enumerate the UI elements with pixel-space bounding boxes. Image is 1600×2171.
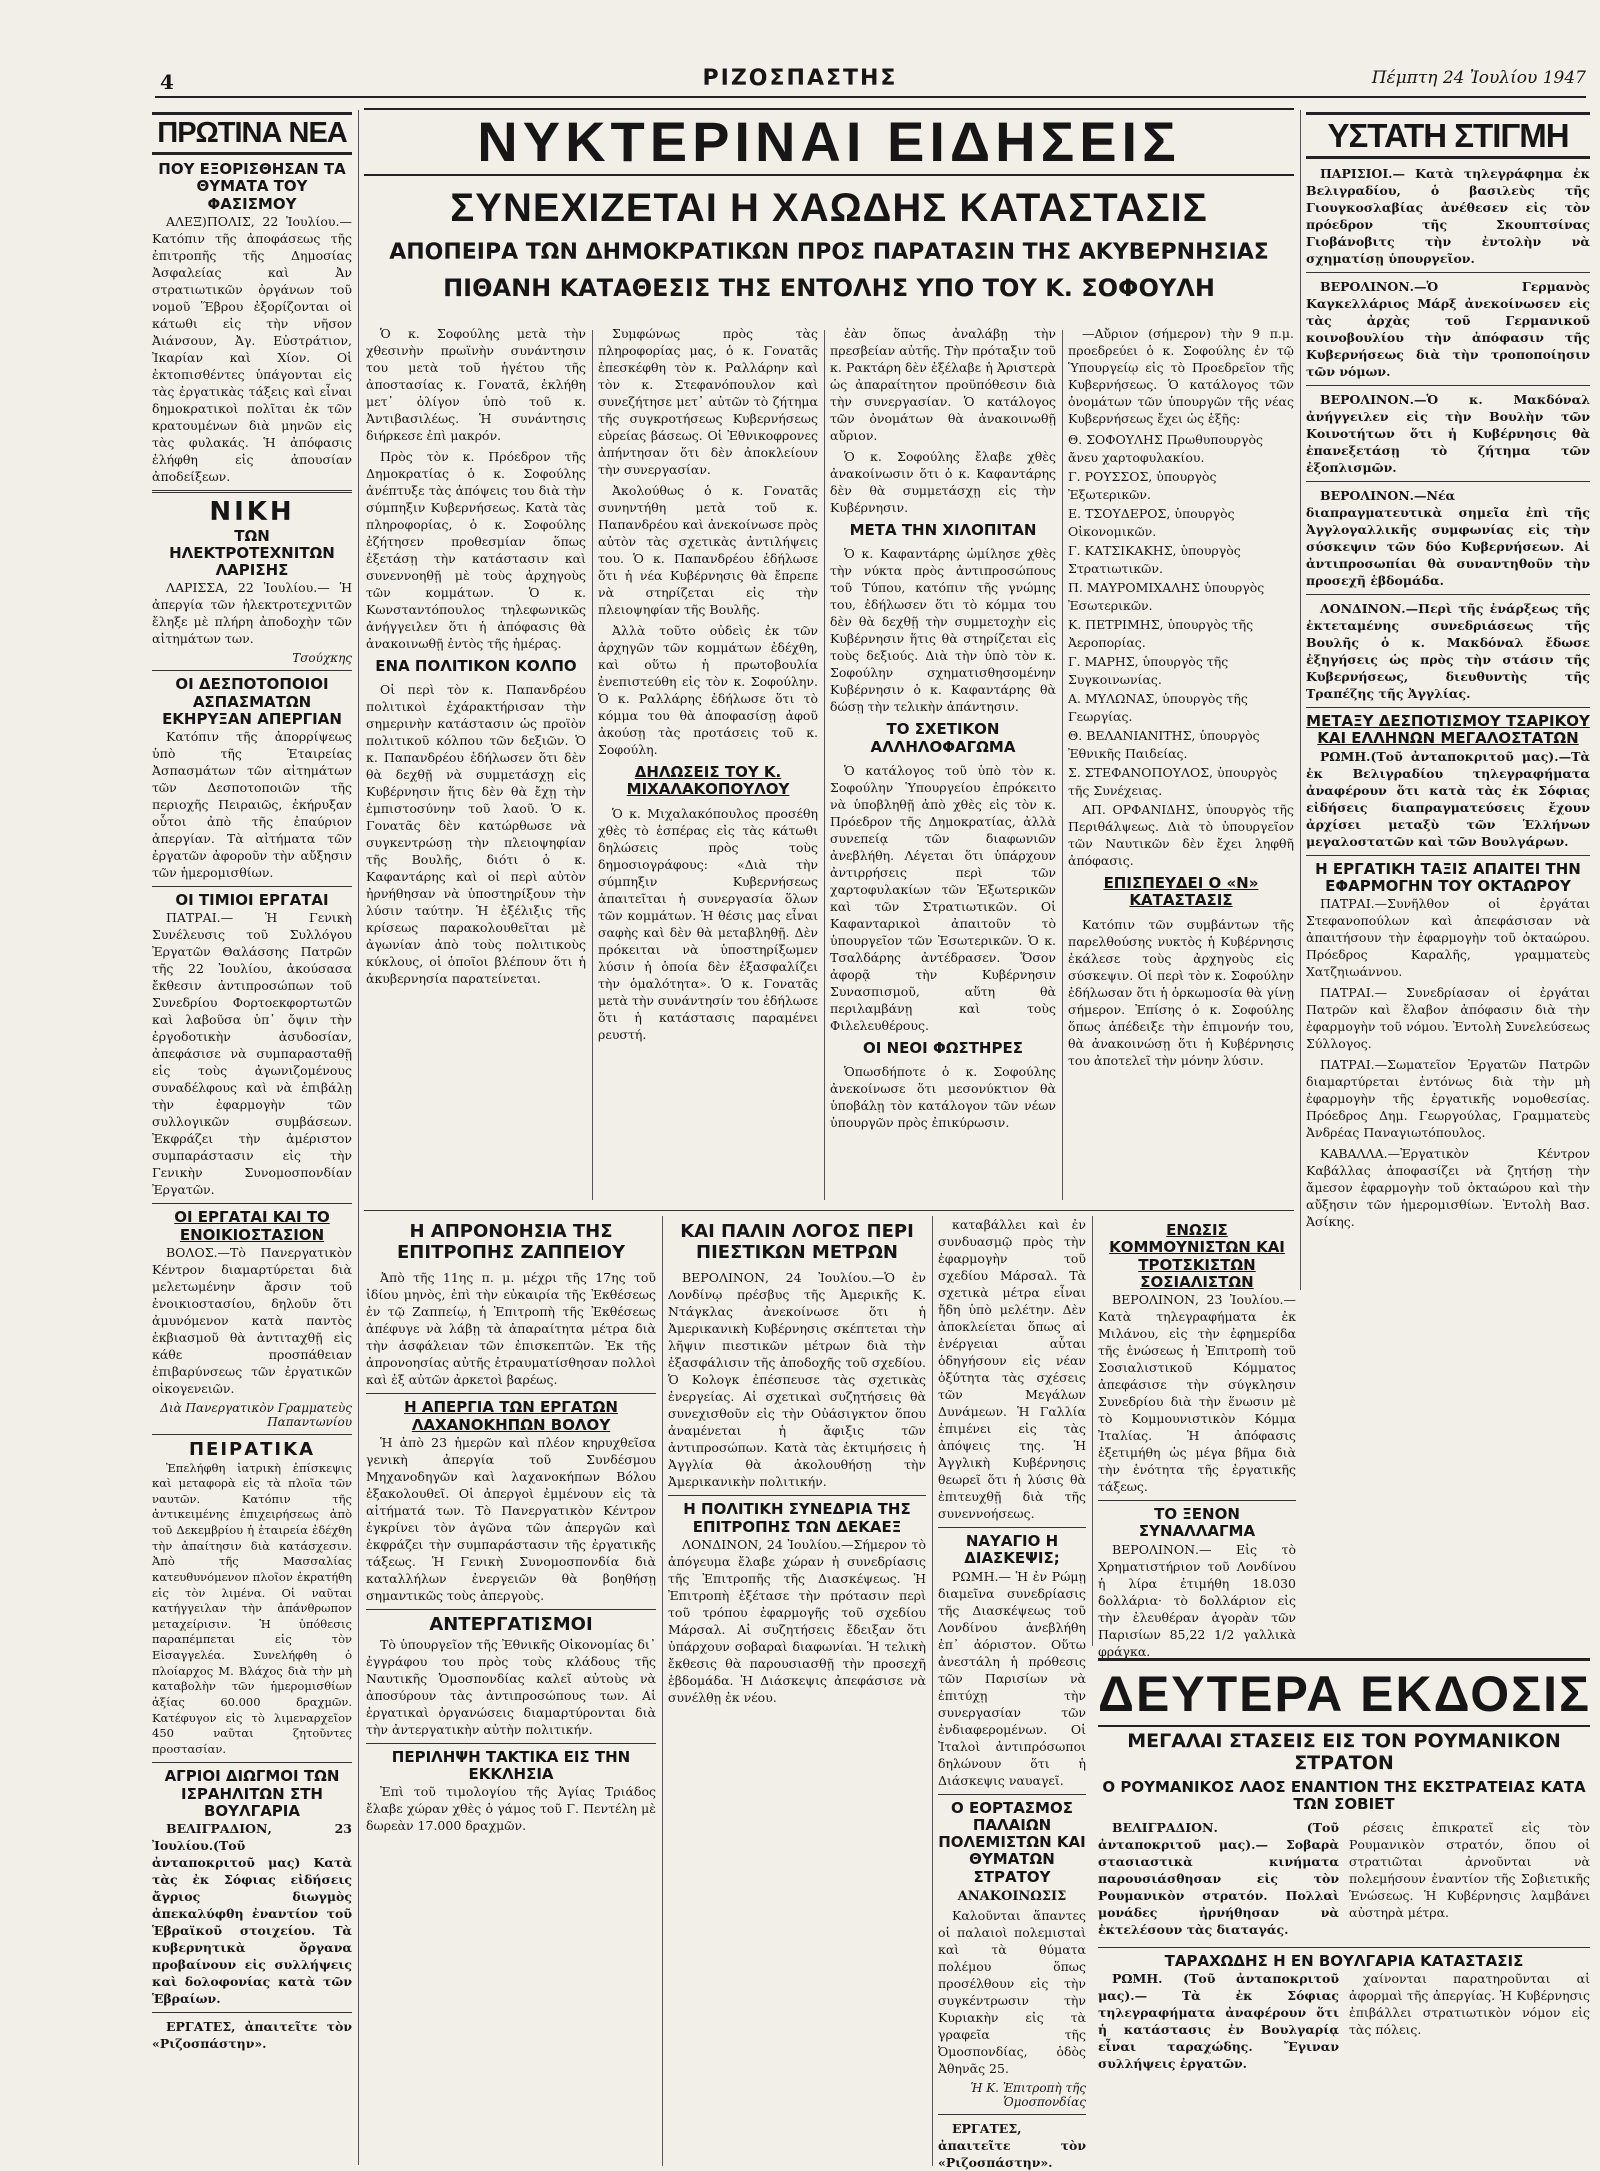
- divider: [152, 490, 352, 493]
- article-text: Ὁ κ. Σοφούλης ἔλαβε χθὲς ἀνακοίνωσιν ὅτι ὁ κ. Καφαντάρης δὲν θὰ συμμετάσχῃ εἰς τὴν Κυβέρνησιν.: [830, 449, 1056, 515]
- divider: [152, 1762, 352, 1763]
- article-headline: ΠΕΙΡΑΤΙΚΑ: [188, 1438, 316, 1460]
- article-headline: ΑΓΡΙΟΙ ΔΙΩΓΜΟΙ ΤΩΝ ΙΣΡΑΗΛΙΤΩΝ ΣΤΗ ΒΟΥΛΓΑΡΙΑ: [164, 1767, 340, 1820]
- article-text: Ὁ κ. Σοφούλης μετὰ τὴν χθεσινὴν πρωϊνὴν συνάντησιν του μετὰ τοῦ ἡγέτου τῆς ἀποστασίας κ. Γονατᾶ, ἐκλήθη μετ᾽ ὀλίγον ὑπὸ τοῦ κ. Ἀντιβασιλέως. Ἡ συνάντησις διήρκεσε ἐπὶ μακρόν.: [366, 326, 586, 443]
- article-text: Ἡ ἀπὸ 23 ἡμερῶν καὶ πλέον κηρυχθεῖσα γενικὴ ἀπεργία τοῦ Συνδέσμου Μηχανοδηγῶν καὶ λαχανοκήπων Βόλου ἐξακολουθεῖ. Οἱ ἀπεργοὶ ἐμμένουν εἰς τὰ αἰτήματά των. Τὸ Πανεργατικὸν Κέντρον ἐγκρίνει τὸν ἀγῶνα τῶν ἀπεργῶν καὶ ἐκφράζει τὴν συμπαράστασιν τῆς ἐργατικῆς τάξεως. Ἡ Γενικὴ Συνομοσπονδία διὰ καταλλήλων ἐνεργειῶν θὰ βοηθήσῃ σημαντικῶς τοὺς ἀπεργοὺς.: [366, 1434, 656, 1603]
- section-title: ΠΡΩΤΙΝΑ ΝΕΑ: [152, 112, 352, 155]
- minister-list-item: Θ. ΒΕΛΑΝΙΑΝΙΤΗΣ, ὑπουργὸς Ἐθνικῆς Παιδείας.: [1068, 728, 1260, 761]
- article-subheadline: ΤΩΝ ΗΛΕΚΤΡΟΤΕΧΝΙΤΩΝ ΛΑΡΙΣΗΣ: [169, 526, 335, 580]
- article-text: ΒΕΡΟΛΙΝΟΝ.—Νέα διαπραγματευτικὰ σημεῖα ἐπὶ τῆς Ἀγγλογαλλικῆς συμφωνίας εἰς τὴν σύσκεψιν τῶν δύο Κυβερνήσεων. Αἱ ἀντιπροσωπίαι θὰ συναντηθοῦν τὴν προσεχῆ ἑβδομάδα.: [1306, 488, 1590, 588]
- divider: [1306, 272, 1590, 273]
- divider: [938, 1794, 1086, 1795]
- divider: [668, 1495, 926, 1496]
- article-text: ἐὰν ὅπως ἀναλάβῃ τὴν πρεσβείαν αὐτῆς. Τὴν πρόταξιν τοῦ κ. Ρακτάρη δὲν ἐξέλαβε ἡ Ἀριστερὰ ὡς ἀπαραίτητον προϋπόθεσιν διὰ τὴν συνεργασίαν. Ὁ κατάλογος τῶν ὀνομάτων θὰ ἀνακοινωθῇ αὔριον.: [830, 326, 1056, 443]
- article-headline: ΚΑΙ ΠΑΛΙΝ ΛΟΓΟΣ ΠΕΡΙ ΠΙΕΣΤΙΚΩΝ ΜΕΤΡΩΝ: [680, 1221, 914, 1263]
- column-divider: [592, 330, 593, 1200]
- column-divider: [1062, 330, 1063, 1200]
- article-headline: ΤΟ ΣΧΕΤΙΚΟΝ ΑΛΛΗΛΟΦΑΓΩΜΑ: [870, 720, 1016, 756]
- right-column: [1306, 112, 1590, 1292]
- article-text: ΛΟΝΔΙΝΟΝ, 24 Ἰουλίου.—Σήμερον τὸ ἀπόγευμα ἔλαβε χώραν ἡ συνεδρίασις τῆς Ἐπιτροπῆς τῆς Διασκέψεως. Ἡ Ἐπιτροπὴ ἐξέτασε τὴν πρότασιν περὶ τοῦ τρόπου ἐφαρμογῆς τοῦ σχεδίου Μάρσαλ. Αἱ συζητήσεις ἔδειξαν ὅτι ὑπάρχουν σοβαραὶ διαφωνίαι. Ἡ τελικὴ ἔκθεσις θὰ παρουσιασθῇ τὴν προσεχῆ ἑβδομάδα. Ἡ Διάσκεψις ἀπεφάσισε νὰ συνέλθῃ ἐκ νέου.: [668, 1536, 926, 1705]
- article-headline: ΠΟΥ ΕΞΟΡΙΣΘΗΣΑΝ ΤΑ ΘΥΜΑΤΑ ΤΟΥ ΦΑΣΙΣΜΟΥ: [158, 160, 346, 213]
- article-headline: Η ΕΡΓΑΤΙΚΗ ΤΑΞΙΣ ΑΠΑΙΤΕΙ ΤΗΝ ΕΦΑΡΜΟΓΗΝ ΤΟΥ ΟΚΤΑΩΡΟΥ: [1315, 859, 1581, 895]
- left-column: [152, 112, 352, 2167]
- article-text: ΒΕΡΟΛΙΝΟΝ.—Ὁ κ. Μακδόναλ ἀνήγγειλεν εἰς τὴν Βουλὴν τῶν Κοινοτήτων ὅτι ἡ Κυβέρνησις θὰ ἐπανεξετάσῃ τὸ ζήτημα τῶν ἐξοπλισμῶν.: [1306, 392, 1590, 475]
- masthead: ΡΙΖΟΣΠΑΣΤΗΣ: [702, 66, 898, 91]
- minister-list-item: Α. ΜΥΛΩΝΑΣ, ὑπουργὸς τῆς Γεωργίας.: [1068, 691, 1248, 724]
- article-text: Συμφώνως πρὸς τὰς πληροφορίας μας, ὁ κ. Γονατᾶς ἐπεσκέφθη τὸν κ. Ραλλάρην καὶ τὸν κ. Στεφανόπουλον καὶ συνεζήτησε μετ᾽ αὐτῶν τὸ ζήτημα τῆς συγκροτήσεως Κυβερνήσεως εὐρείας βάσεως. Οἱ Ἐθνικοφρονες ἀπήντησαν ὅτι δὲν ἀποκλείουν τὴν συνεργασίαν.: [598, 326, 818, 477]
- column-divider: [1300, 110, 1301, 1290]
- second-edition-title: ΔΕΥΤΕΡΑ ΕΚΔΟΣΙΣ: [1098, 1666, 1592, 1722]
- article-text: ΛΑΡΙΣΣΑ, 22 Ἰουλίου.— Ἡ ἀπεργία τῶν ἠλεκτροτεχνιτῶν ἔληξε μὲ πλήρη ἀποδοχὴν τῶν αἰτημάτων των.: [152, 580, 352, 647]
- article-text: Ἐπελήφθη ἰατρικὴ ἐπίσκεψις καὶ μεταφορὰ εἰς τὰ πλοῖα τῶν ναυτῶν. Κατόπιν τῆς ἀντικειμένης ἐπιχειρήσεως ἀπὸ τοῦ Δεκεμβρίου ἡ ἑταιρεία ἐδέχθη τὴν ἀπαίτησιν διὰ κατάσχεσιν. Ἀπὸ τῆς Μασσαλίας κατευθυνόμενον πλοῖον ἐκρατήθη εἰς τὸν λιμένα. Οἱ ναῦται κατήγγειλαν τὴν ἀπάνθρωπον μεταχείρισιν. Ἡ ὑπόθεσις παραπέμπεται εἰς τὸν Εἰσαγγελέα. Συνελήφθη ὁ πλοίαρχος Μ. Βλάχος διὰ τὴν μὴ καταβολὴν τῶν ἡμερομισθίων ἀξίας 60.000 δραχμῶν. Κατέφυγον εἰς τὸ λιμεναρχεῖον 450 ναῦται ζητοῦντες προστασίαν.: [152, 1460, 352, 1756]
- article-text: —Αὔριον (σήμερον) τὴν 9 π.μ. προεδρεύει ὁ κ. Σοφούλης ἐν τῷ Ὑπουργείῳ εἰς τὸ Προεδρεῖον τῆς Κυβερνήσεως. Ὁ κατάλογος τῶν ὀνομάτων τῶν ὑπουργῶν τῆς νέας Κυβερνήσεως ἔχει ὡς ἑξῆς:: [1068, 326, 1294, 426]
- divider: [938, 1527, 1086, 1528]
- header-rule: [155, 96, 1586, 98]
- minister-list-item: Γ. ΜΑΡΗΣ, ὑπουργὸς τῆς Συγκοινωνίας.: [1068, 654, 1229, 687]
- footer-note: ΕΡΓΑΤΕΣ, ἀπαιτεῖτε τὸν «Ριζοσπάστην».: [152, 2019, 352, 2052]
- article-headline: Η ΠΟΛΙΤΙΚΗ ΣΥΝΕΔΡΙΑ ΤΗΣ ΕΠΙΤΡΟΠΗΣ ΤΩΝ ΔΕΚΑΕΞ: [683, 1500, 911, 1536]
- lower-column-2: [668, 1216, 926, 2166]
- main-column-3: [830, 325, 1056, 1205]
- main-headline: ΣΥΝΕΧΙΖΕΤΑΙ Η ΧΑΩΔΗΣ ΚΑΤΑΣΤΑΣΙΣ: [450, 186, 1208, 230]
- article-headline: ΑΝΤΕΡΓΑΤΙΣΜΟΙ: [429, 1613, 593, 1635]
- article-headline: ΝΑΥΑΓΙΟ Η ΔΙΑΣΚΕΨΙΣ;: [964, 1532, 1060, 1568]
- main-subheadline: ΑΠΟΠΕΙΡΑ ΤΩΝ ΔΗΜΟΚΡΑΤΙΚΩΝ ΠΡΟΣ ΠΑΡΑΤΑΣΙΝ ΤΗΣ ΑΚΥΒΕΡΝΗΣΙΑΣ: [389, 240, 1269, 265]
- divider: [152, 670, 352, 671]
- divider: [1306, 385, 1590, 386]
- article-headline: ΟΙ ΝΕΟΙ ΦΩΣΤΗΡΕΣ: [863, 1038, 1023, 1057]
- main-column-2: [598, 325, 818, 1205]
- article-headline: ΕΝΩΣΙΣ ΚΟΜΜΟΥΝΙΣΤΩΝ ΚΑΙ ΤΡΟΤΣΚΙΣΤΩΝ ΣΟΣΙΑΛΙΣΤΩΝ: [1109, 1221, 1285, 1291]
- divider: [152, 2012, 352, 2013]
- article-text: Κατόπιν τῆς ἀπορρίψεως ὑπὸ τῆς Ἑταιρείας Ἀσπασμάτων τῶν αἰτημάτων τῶν Δεσποτοποιῶν τῆς περιοχῆς Πειραιῶς, ἐκήρυξαν οὗτοι ἀπὸ τῆς ἐπαύριον ἀπεργίαν. Τὰ αἰτήματα τῶν ἐργατῶν ἀφοροῦν τὴν αὔξησιν τῶν ἡμερομισθίων.: [152, 729, 352, 881]
- article-text: ΒΟΛΟΣ.—Τὸ Πανεργατικὸν Κέντρον διαμαρτύρεται διὰ μελετωμένην ἄρσιν τοῦ ἐνοικιοστασίου, δηλοῦν ὅτι ἀμυνόμενον κατὰ παντὸς ἐκβιασμοῦ θὰ ἀντιταχθῇ εἰς κάθε προσπάθειαν ἐπιβαρύνσεως τῶν ἐργατικῶν οἰκογενειῶν.: [152, 1244, 352, 1396]
- article-text: ΡΩΜΗ. (Τοῦ ἀνταποκριτοῦ μας).— Τὰ ἐκ Σόφιας τηλεγραφήματα ἀναφέρουν ὅτι ἡ κατάστασις ἐν Βουλγαρίᾳ εἶναι ταραχώδης. Ἔγιναν συλλήψεις ἐργατῶν.: [1098, 1971, 1339, 2072]
- main-banner: [364, 108, 1294, 303]
- article-text: ΡΩΜΗ.— Ἡ ἐν Ρώμῃ διαμεῖνα συνεδρίασις τῆς Διασκέψεως τοῦ Λονδίνου ἀνεβλήθη ἐπ᾽ ἀόριστον. Οὕτω ἀνεστάλη ἡ πρόθεσις τῶν Παρισίων νὰ ἐπιτύχῃ τὴν συνεργασίαν τῶν ἐνδιαφερομένων. Οἱ Ἰταλοὶ ἀντιπρόσωποι δηλώνουν ὅτι ἡ Διάσκεψις ναυαγεῖ.: [938, 1568, 1086, 1788]
- article-text: Κατόπιν τῶν συμβάντων τῆς παρελθούσης νυκτὸς ἡ Κυβέρνησις ἐκάλεσε τοὺς ἀρχηγοὺς εἰς σύσκεψιν. Οἱ περὶ τὸν κ. Σοφούλην ἐδήλωσαν ὅτι ἡ ὁρκωμοσία θὰ γίνῃ σήμερον. Ἐπίσης ὁ κ. Σοφούλης ὅπως ἀπέδειξε τὴν ἐπιμονήν του, θὰ ἀνακοινώσῃ ὅτι ἡ Κυβέρνησις του ἀποτελεῖ τὴν μόνην λύσιν.: [1068, 916, 1294, 1068]
- article-headline: ΤΑΡΑΧΩΔΗΣ Η ΕΝ ΒΟΥΛΓΑΡΙΑ ΚΑΤΑΣΤΑΣΙΣ: [1164, 1952, 1524, 1971]
- minister-list-item: Σ. ΣΤΕΦΑΝΟΠΟΥΛΟΣ, ὑπουργὸς τῆς Συνέχειας.: [1068, 765, 1278, 798]
- article-subheadline: Ο ΡΟΥΜΑΝΙΚΟΣ ΛΑΟΣ ΕΝΑΝΤΙΟΝ ΤΗΣ ΕΚΣΤΡΑΤΕΙΑΣ ΚΑΤΑ ΤΩΝ ΣΟΒΙΕΤ: [1102, 1777, 1586, 1813]
- article-text: ΑΠ. ΟΡΦΑΝΙΔΗΣ, ὑπουργὸς τῆς Περιθάλψεως. Διὰ τὸ ὑπουργεῖον τῶν Ναυτικῶν δὲν ἔχει ληφθῆ ἀπόφασις.: [1068, 802, 1294, 868]
- article-headline: Η ΑΠΡΟΝΟΗΣΙΑ ΤΗΣ ΕΠΙΤΡΟΠΗΣ ΖΑΠΠΕΙΟΥ: [397, 1221, 625, 1263]
- article-signature: Διὰ Πανεργατικὸν Γραμματεὺς Παπαντωνίου: [160, 1400, 352, 1429]
- minister-list-item: Κ. ΠΕΤΡΙΜΗΣ, ὑπουργὸς τῆς Ἀεροπορίας.: [1068, 617, 1254, 650]
- section-title: ΥΣΤΑΤΗ ΣΤΙΓΜΗ: [1306, 112, 1590, 159]
- article-headline: ΜΕΓΑΛΑΙ ΣΤΑΣΕΙΣ ΕΙΣ ΤΟΝ ΡΟΥΜΑΝΙΚΟΝ ΣΤΡΑΤΟΝ: [1098, 1725, 1590, 1775]
- article-text: Ὁ κ. Καφαντάρης ὡμίλησε χθὲς τὴν νύκτα πρὸς ἀντιπροσώπους τοῦ Τύπου, κατόπιν τῆς γνώμης του, ἐδήλωσεν ὅτι τὸ κόμμα του δὲν θὰ δεχθῇ τὴν συμμετοχὴν εἰς Κυβέρνησιν ἥτις θὰ στηρίζεται εἰς τοὺς δεξιούς. Διὰ τὴν ὑπὸ τὸν κ. Σοφούλην σχηματισθησομένην Κυβέρνησιν ὁ κ. Καφαντάρης θὰ δώσῃ τὴν τελικὴν ἀπάντησιν.: [830, 546, 1056, 715]
- column-divider: [824, 330, 825, 1200]
- minister-list-item: Ε. ΤΣΟΥΔΕΡΟΣ, ὑπουργὸς Οἰκονομικῶν.: [1068, 506, 1235, 539]
- article-signature: Ἡ Κ. Ἐπιτροπὴ τῆς Ὁμοσπονδίας: [970, 2080, 1086, 2109]
- article-text: ΡΩΜΗ.(Τοῦ ἀνταποκριτοῦ μας).—Τὰ ἐκ Βελιγραδίου τηλεγραφήματα ἀναφέρουν ὅτι κατὰ τὰς ἐκ Σόφιας εἰδήσεις διαπραγματεύσεις ἔχουν ἀρχίσει μεταξὺ τῶν Ἑλλήνων μεγαλοστατῶν καὶ τῶν Βουλγάρων.: [1306, 748, 1590, 849]
- article-text: καταβάλλει καὶ ἐν συνδυασμῷ πρὸς τὴν ἐφαρμογὴν τοῦ σχεδίου Μάρσαλ. Τὰ σχετικὰ μέτρα εἶναι ἤδη ὑπὸ μελέτην. Δὲν ἀποκλείεται ὅπως αἱ ἐνέργειαι αὗται ὁδηγήσουν εἰς νέαν ὀξύτητα τὰς σχέσεις τῶν Μεγάλων Δυνάμεων. Ἡ Γαλλία ἐπιμένει εἰς τὰς ἀπόψεις της. Ἡ Ἀγγλικὴ Κυβέρνησις θεωρεῖ ὅτι ἡ λύσις θὰ ἐπιτευχθῇ διὰ τῆς συνεννοήσεως.: [938, 1217, 1086, 1521]
- column-divider: [662, 1216, 663, 2166]
- lower-column-3: [938, 1216, 1086, 2170]
- minister-list-item: Γ. ΡΟΥΣΣΟΣ, ὑπουργὸς Ἐξωτερικῶν.: [1068, 469, 1217, 502]
- article-text: ΠΑΤΡΑΙ.— Ἡ Γενικὴ Συνέλευσις τοῦ Συλλόγου Ἐργατῶν Θαλάσσης Πατρῶν τῆς 22 Ἰουλίου, ἀκούσασα ἔκθεσιν ἀντιπροσώπων τοῦ Συνεδρίου Φορτοεκφορτωτῶν καὶ λαβοῦσα ὑπ᾽ ὄψιν τὴν ἐργοδοτικὴν ἀσυδοσίαν, ἀπεφάσισε νὰ συμπαρασταθῇ εἰς τοὺς ἀγωνιζομένους συναδέλφους καὶ νὰ ἐπιβάλῃ τὴν ἐφαρμογὴν τῶν συλλογικῶν συμβάσεων. Ἐκφράζει τὴν ἀμέριστον συμπαράστασιν εἰς τὴν Γενικὴν Συνομοσπονδίαν Ἐργατῶν.: [152, 910, 352, 1198]
- article-text: ΠΑΤΡΑΙ.—Συνῆλθον οἱ ἐργάται Στεφανοπούλων καὶ ἀπεφάσισαν νὰ ἀπαιτήσουν τὴν ἐφαρμογὴν τοῦ ὀκταώρου. Πρόεδρος Καραλῆς, γραμματεὺς Χατζηιωάννου.: [1306, 896, 1590, 979]
- column-divider: [1092, 1216, 1093, 1646]
- divider: [1306, 594, 1590, 595]
- article-headline: ΟΙ ΕΡΓΑΤΑΙ ΚΑΙ ΤΟ ΕΝΟΙΚΙΟΣΤΑΣΙΟΝ: [174, 1208, 330, 1244]
- article-text: Ὁ κατάλογος τοῦ ὑπὸ τὸν κ. Σοφούλην Ὑπουργείου ἐπρόκειτο νὰ ὑποβληθῇ ἀπὸ χθὲς εἰς τὸν κ. Πρόεδρον τῆς Δημοκρατίας, ἀλλὰ συνεπείᾳ τῶν διαφωνιῶν ἀνεβλήθη. Λέγεται ὅτι ὑπάρχουν ἀντιρρήσεις περὶ τῶν χαρτοφυλακίων τῶν Ἐξωτερικῶν καὶ τῶν Στρατιωτικῶν. Οἱ Καφανταρικοὶ ἀπαιτοῦν τὸ ὑπουργεῖον τῶν Ἐσωτερικῶν. Ὁ κ. Τσαλδάρης ἀντέδρασεν. Ὅσον ἀφορᾷ τὴν Κυβέρνησιν Συνασπισμοῦ, αὕτη θὰ περιλαμβάνῃ καὶ τοὺς Φιλελευθέρους.: [830, 762, 1056, 1033]
- column-divider: [932, 1216, 933, 2166]
- article-text: ΒΕΛΙΓΡΑΔΙΟΝ. (Τοῦ ἀνταποκριτοῦ μας).— Σοβαρὰ στασιαστικὰ κινήματα παρουσιάσθησαν εἰς τὸν Ρουμανικὸν στρατόν. Πολλαὶ μονάδες ἠρνήθησαν νὰ ἐκτελέσουν τὰς διαταγάς.: [1098, 1820, 1339, 1938]
- article-headline: ΜΕΤΑΞΥ ΔΕΣΠΟΤΙΣΜΟΥ ΤΣΑΡΙΚΟΥ ΚΑΙ ΕΛΛΗΝΩΝ ΜΕΓΑΛΟΣΤΑΤΩΝ: [1306, 712, 1590, 748]
- minister-list-item: Θ. ΣΟΦΟΥΛΗΣ Πρωθυπουργὸς ἄνευ χαρτοφυλακίου.: [1068, 432, 1264, 465]
- article-text: Ἀπὸ τῆς 11ης π. μ. μέχρι τῆς 17ης τοῦ ἰδίου μηνὸς, ἐπὶ τὴν εὐκαιρία τῆς Ἐκθέσεως ἐν τῷ Ζαππείῳ, ἡ Ἐπιτροπὴ τῆς Ἐκθέσεως ἀπέφυγε νὰ λάβῃ τὰ ἀπαραίτητα μέτρα διὰ τὴν ἀσφάλειαν τῶν ἐπισκεπτῶν. Ἐκ τῆς ἀπρονοησίας αὐτῆς ἐτραυματίσθησαν πολλοὶ καὶ ἐξ αὐτῶν ἀρκετοὶ βαρέως.: [366, 1270, 656, 1388]
- article-text: ΒΕΡΟΛΙΝΟΝ, 24 Ἰουλίου.—Ὁ ἐν Λονδίνῳ πρέσβυς τῆς Ἀμερικῆς Κ. Ντάγκλας ἀνεκοίνωσε ὅτι ἡ Ἀμερικανικὴ Κυβέρνησις σκέπτεται τὴν λῆψιν πιεστικῶν μέτρων διὰ τὴν ἐξασφάλισιν τῆς ἀποδοχῆς τοῦ σχεδίου. Ὁ Κολογκ ἐπέσπευσε τὰς σχετικὰς ἐνεργείας. Αἱ σχετικαὶ συζητήσεις θὰ συνεχισθοῦν εἰς τὴν Οὐάσιγκτον ὅπου ἀναμένεται ἡ ἄφιξις τῶν ἀντιπροσώπων. Κατὰ τὰς ἐκτιμήσεις ἡ Ἀγγλία θὰ ἀκολουθήσῃ τὴν Ἀμερικανικὴν πολιτικήν.: [668, 1270, 926, 1490]
- minister-list-item: Γ. ΚΑΤΣΙΚΑΚΗΣ, ὑπουργὸς Στρατιωτικῶν.: [1068, 543, 1241, 576]
- article-text: χαίνονται παρατηροῦνται αἱ ἀφορμαὶ τῆς ἀπεργίας. Ἡ Κυβέρνησις ἐπιβάλλει στρατιωτικὸν νόμον εἰς τὰς πόλεις.: [1349, 1971, 1590, 2038]
- divider: [366, 1393, 656, 1394]
- article-headline: ΝΙΚΗ: [209, 496, 295, 527]
- article-text: ΠΑΤΡΑΙ.— Συνεδρίασαν οἱ ἐργάται Πατρῶν καὶ ἔλαβον ἀπόφασιν διὰ τὴν ἐφαρμογὴν τοῦ νόμου. Ἐντολὴ Συνελεύσεως Σύλλογος.: [1306, 985, 1590, 1051]
- lower-column-1: [366, 1216, 656, 2166]
- article-headline: Η ΑΠΕΡΓΙΑ ΤΩΝ ΕΡΓΑΤΩΝ ΛΑΧΑΝΟΚΗΠΩΝ ΒΟΛΟΥ: [404, 1398, 618, 1434]
- article-text: Ὁ κ. Μιχαλακόπουλος προσέθη χθὲς τὸ ἑσπέρας εἰς τὰς κάτωθι δηλώσεις πρὸς τοὺς δημοσιογράφους: «Διὰ τὴν σύμπηξιν Κυβερνήσεως ἀπαιτεῖται ἡ συνεργασία ὅλων τῶν κομμάτων. Ἡ θέσις μας εἶναι σαφὴς καὶ δὲν θὰ μεταβληθῇ. Δὲν πρόκειται νὰ ὑποστηρίξωμεν λύσιν ἡ ὁποία δὲν ἐξασφαλίζει τὴν ὁμαλότητα». Ὁ κ. Γονατᾶς μετὰ τὴν συνάντησίν του ἐδήλωσε ὅτι ἡ κατάστασις παραμένει ρευστή.: [598, 805, 818, 1042]
- article-headline: Ο ΕΟΡΤΑΣΜΟΣ ΠΑΛΑΙΩΝ ΠΟΛΕΜΙΣΤΩΝ ΚΑΙ ΘΥΜΑΤΩΝ ΣΤΡΑΤΟΥ: [938, 1798, 1086, 1886]
- article-text: Ὁπωσδήποτε ὁ κ. Σοφούλης ἀνεκοίνωσε ὅτι μεσονύκτιον θὰ ὑποβάλῃ τὸν κατάλογον τῶν νέων ὑπουργῶν πρὸς ἐπικύρωσιν.: [830, 1064, 1056, 1130]
- divider: [152, 886, 352, 887]
- article-text: Ἀλλὰ τοῦτο οὐδεὶς ἐκ τῶν ἀρχηγῶν τῶν κομμάτων ἐδέχθη, καὶ οὕτω ἡ πρωτοβουλία ἐνεπιστεύθη εἰς τὸν κ. Σοφούλην. Ὁ κ. Ραλλάρης ἐδήλωσε ὅτι τὸ κόμμα του θὰ ἀποφασίσῃ ἀφοῦ ἀκούσῃ τὰς προτάσεις τοῦ κ. Σοφούλη.: [598, 623, 818, 757]
- article-headline: ΠΕΡΙΛΗΨΗ ΤΑΚΤΙΚΑ ΕΙΣ ΤΗΝ ΕΚΚΛΗΣΙΑ: [391, 1747, 631, 1783]
- article-headline: ΜΕΤΑ ΤΗΝ ΧΙΛΟΠΙΤΑΝ: [849, 521, 1037, 539]
- article-headline: ΕΠΙΣΠΕΥΔΕΙ Ο «Ν» ΚΑΤΑΣΤΑΣΙΣ: [1103, 874, 1259, 910]
- divider: [366, 1743, 656, 1744]
- footer-note: ΕΡΓΑΤΕΣ, ἀπαιτεῖτε τὸν «Ριζοσπάστην».: [938, 2120, 1086, 2170]
- article-headline: ΔΗΛΩΣΕΙΣ ΤΟΥ Κ. ΜΙΧΑΛΑΚΟΠΟΥΛΟΥ: [626, 763, 790, 799]
- article-text: ΒΕΛΙΓΡΑΔΙΟΝ, 23 Ἰουλίου.(Τοῦ ἀνταποκριτοῦ μας) Κατὰ τὰς ἐκ Σόφιας εἰδήσεις ἄγριος διωγμὸς ἀπεκαλύφθη ἐναντίον τοῦ Ἑβραϊκοῦ στοιχείου. Τὰ κυβερνητικὰ ὄργανα προβαίνουν εἰς συλλήψεις καὶ δολοφονίας κατὰ τῶν Ἑβραίων.: [152, 1821, 352, 2007]
- divider: [152, 1203, 352, 1204]
- article-text: ρέσεις ἐπικρατεῖ εἰς τὸν Ρουμανικὸν στρατόν, ὅπου οἱ στρατιῶται ἀρνοῦνται νὰ πολεμήσουν ἐναντίον τῆς Σοβιετικῆς Ἑνώσεως. Ἡ Κυβέρνησις λαμβάνει αὐστηρὰ μέτρα.: [1349, 1820, 1590, 1921]
- article-subheadline: ΑΝΑΚΟΙΝΩΣΙΣ: [957, 1888, 1067, 1904]
- main-column-1: [366, 325, 586, 1205]
- divider: [1098, 1500, 1296, 1501]
- article-text: ΒΕΡΟΛΙΝΟΝ.— Εἰς τὸ Χρηματιστήριον τοῦ Λονδίνου ἡ λίρα ἐτιμήθη 18.030 δολλάρια· τὸ δολλάριον εἰς τὴν ἐλευθέραν ἀγορὰν τῶν Παρισίων 85,22 1/2 γαλλικὰ φράγκα.: [1098, 1541, 1296, 1659]
- divider: [938, 2114, 1086, 2115]
- article-signature: Τσούχκης: [292, 651, 352, 666]
- article-headline: ΟΙ ΤΙΜΙΟΙ ΕΡΓΑΤΑΙ: [175, 891, 329, 910]
- article-text: ΚΑΒΑΛΛΑ.—Ἐργατικὸν Κέντρον Καβάλλας ἀποφασίζει νὰ ζητήσῃ τὴν ἄμεσον ἐφαρμογὴν τοῦ ὀκταώρου καὶ τὴν αὔξησιν τῶν ἡμερομισθίων. Ἐντολὴ Βασ. Ἀσίκης.: [1306, 1146, 1590, 1229]
- page-header: [0, 0, 1600, 98]
- divider: [152, 1434, 352, 1435]
- article-text: ΑΛΕΞ)ΠΟΛΙΣ, 22 Ἰουλίου.— Κατόπιν τῆς ἀποφάσεως τῆς ἐπιτροπῆς τῆς Δημοσίας Ἀσφαλείας καὶ Ἀν στρατιωτικῶν ὀργάνων τοῦ νομοῦ Ἕβρου ἐξορίζονται οἱ κάτωθι εἰς τὴν νῆσον Ἀιάνσουν, Ἀγ. Εὐστράτιον, Ἰκαρίαν καὶ Χίον. Οἱ ἐκτοπισθέντες ὑπάγονται εἰς τὰς ἐργατικὰς τάξεις καὶ εἶναι δημοκρατικοὶ πολῖται ἐκ τῶν κρατουμένων διὰ μηνῶν εἰς τὰς φυλακάς. Ἡ ἀπόφασις ἐλήφθη εἰς ἀπουσίαν ἀποδείξεων.: [152, 213, 352, 484]
- article-text: ΛΟΝΔΙΝΟΝ.—Περὶ τῆς ἐνάρξεως τῆς ἐκτεταμένης συνεδριάσεως τῆς Βουλῆς ὁ κ. Μακδόναλ ἔδωσε ἐξηγήσεις ὡς πρὸς τὴν στάσιν τῆς Κυβερνήσεως, διευθυντὴς τῆς Τραπέζης τῆς Ἀγγλίας.: [1306, 601, 1590, 701]
- issue-date: Πέμπτη 24 Ἰουλίου 1947: [1371, 68, 1586, 88]
- article-text: Τὸ ὑπουργεῖον τῆς Ἐθνικῆς Οἰκονομίας δι᾽ ἐγγράφου του πρὸς τοὺς κλάδους τῆς Ναυτικῆς Ὁμοσπονδίας καλεῖ αὐτοὺς νὰ ἀποσύρουν τὰς ἀντιπροσώπους των. Αἱ ἐργατικαὶ ὀργανώσεις διαμαρτύρονται διὰ τὴν ἀντεργατικὴν αὐτὴν πολιτικήν.: [366, 1636, 656, 1737]
- article-text: Ἐπὶ τοῦ τιμολογίου τῆς Ἀγίας Τριάδος ἔλαβε χώραν χθὲς ὁ γάμος τοῦ Γ. Πεντέλη μὲ δωρεὰν 17.000 δραχμῶν.: [366, 1784, 656, 1834]
- divider: [1306, 855, 1590, 856]
- article-headline: ΤΟ ΞΕΝΟΝ ΣΥΝΑΛΛΑΓΜΑ: [1138, 1505, 1256, 1541]
- article-text: ΠΑΤΡΑΙ.—Σωματεῖον Ἐργατῶν Πατρῶν διαμαρτύρεται ἐντόνως διὰ τὴν μὴ ἐφαρμογὴν τῆς ἐργατικῆς νομοθεσίας. Πρόεδρος Δημ. Γεωργούλας, Γραμματεὺς Ἀνδρέας Παναγιωτόπουλος.: [1306, 1057, 1590, 1140]
- minister-list-item: Π. ΜΑΥΡΟΜΙΧΑΛΗΣ ὑπουργὸς Ἐσωτερικῶν.: [1068, 580, 1265, 613]
- article-text: ΒΕΡΟΛΙΝΟΝ.—Ὁ Γερμανὸς Καγκελλάριος Μάρξ ἀνεκοίνωσεν εἰς τὰς ἀρχὰς τοῦ Γερμανικοῦ κοινοβουλίου τὴν ἀπόφασιν τῆς Κυβερνήσεως διὰ τὴν τροποποίησιν τῶν νόμων.: [1306, 279, 1590, 379]
- divider: [366, 1609, 656, 1610]
- article-text: Καλοῦνται ἅπαντες οἱ παλαιοὶ πολεμισταὶ καὶ τὰ θύματα πολέμου ὅπως προσέλθουν εἰς τὴν συγκέντρωσιν τὴν Κυριακὴν εἰς τὰ γραφεῖα τῆς Ὀμοσπονδίας, ὁδὸς Ἀθηνᾶς 25.: [938, 1907, 1086, 2076]
- lower-column-4: [1098, 1216, 1296, 1659]
- section-divider: [364, 1210, 1294, 1211]
- column-divider: [358, 110, 359, 2165]
- divider: [1098, 1947, 1590, 1948]
- main-column-4: [1068, 325, 1294, 1205]
- banner-title: ΝΥΚΤΕΡΙΝΑΙ ΕΙΔΗΣΕΙΣ: [477, 110, 1181, 173]
- article-headline: ΕΝΑ ΠΟΛΙΤΙΚΟΝ ΚΟΛΠΟ: [375, 657, 577, 675]
- main-subheadline: ΠΙΘΑΝΗ ΚΑΤΑΘΕΣΙΣ ΤΗΣ ΕΝΤΟΛΗΣ ΥΠΟ ΤΟΥ Κ. ΣΟΦΟΥΛΗ: [443, 274, 1215, 303]
- second-edition: [1098, 1658, 1590, 2166]
- article-text: Οἱ περὶ τὸν κ. Παπανδρέου πολιτικοὶ ἐχάρακτήρισαν τὴν σημερινὴν κατάστασιν ὡς προϊὸν πολιτικοῦ κόλπου τῶν δεξιῶν. Ὁ κ. Παπανδρέου ἐδήλωσεν ὅτι δὲν θὰ δεχθῇ νὰ συμμετάσχῃ εἰς Κυβέρνησιν ἥτις δὲν θὰ ἔχῃ τὴν ἐμπιστοσύνην τοῦ λαοῦ. Ὁ κ. Γονατᾶς δὲν κατώρθωσε νὰ συγκεντρώσῃ τὴν πλειοψηφίαν τῆς Βουλῆς, διότι ὁ κ. Καφαντάρης καὶ οἱ περὶ αὐτὸν ἠρνήθησαν νὰ ὑποστηρίξουν τὴν λύσιν ταύτην. Ἡ ἐξέλιξις τῆς κρίσεως παρακολουθεῖται μὲ ἀγωνίαν ἀπὸ τοὺς πολιτικοὺς κύκλους, οἱ ὁποῖοι βλέπουν ὅτι ἡ ἀκυβερνησία παρατείνεται.: [366, 682, 586, 987]
- divider: [1306, 481, 1590, 482]
- article-text: ΠΑΡΙΣΙΟΙ.— Κατὰ τηλεγράφημα ἐκ Βελιγραδίου, ὁ βασιλεὺς τῆς Γιουγκοσλαβίας ἀνέθεσεν εἰς τὸν πρόεδρον τῆς Σκουπτσίνας Γιοβάνοβιτς τὴν ἐντολὴν νὰ σχηματίσῃ ὑπουργεῖον.: [1306, 166, 1590, 266]
- divider: [1306, 707, 1590, 708]
- article-text: Πρὸς τὸν κ. Πρόεδρον τῆς Δημοκρατίας ὁ κ. Σοφούλης ἀνέπτυξε τὰς ἀπόψεις του διὰ τὴν σύμπηξιν Κυβερνήσεως. Κατὰ τὰς πληροφορίας, ὁ κ. Σοφούλης ἐζήτησεν προθεσμίαν ὅπως ἐξετάσῃ τὴν κατάστασιν καὶ συνεννοηθῇ μὲ τοὺς ἀρχηγοὺς τῶν κομμάτων. Ὁ κ. Κωνσταντόπουλος τηλεφωνικῶς ἀνήγγειλεν ὅτι ἡ ἀπόφασις θὰ ἀνακοινωθῇ ἐντὸς τῆς ἡμέρας.: [366, 449, 586, 651]
- article-text: ΒΕΡΟΛΙΝΟΝ, 23 Ἰουλίου.— Κατὰ τηλεγραφήματα ἐκ Μιλάνου, εἰς τὴν ἐφημερίδα τῆς ἑνώσεως ἡ Ἐπιτροπὴ τοῦ Σοσιαλιστικοῦ Κόμματος ἀπεφάσισε τὴν σύγκλησιν Συνεδρίου διὰ τὴν ἕνωσιν μὲ τὸ Κομμουνιστικὸν Κόμμα Ἰταλίας. Ἡ ἀπόφασις ἐξετιμήθη ὡς μέγα βῆμα διὰ τὴν ἑνότητα τῆς ἐργατικῆς τάξεως.: [1098, 1292, 1296, 1494]
- article-headline: ΟΙ ΔΕΣΠΟΤΟΠΟΙΟΙ ΑΣΠΑΣΜΑΤΩΝ ΕΚΗΡΥΞΑΝ ΑΠΕΡΓΙΑΝ: [162, 675, 342, 728]
- article-text: Ἀκολούθως ὁ κ. Γονατᾶς συνηντήθη μετὰ τοῦ κ. Παπανδρέου καὶ ἀνεκοίνωσε πρὸς αὐτὸν τὰς σχετικὰς ἀντιλήψεις του. Ὁ κ. Παπανδρέου ἐδήλωσε ὅτι ἡ νέα Κυβέρνησις θὰ ἔπρεπε νὰ στηρίζεται εἰς τὴν πλειοψηφίαν τῆς Βουλῆς.: [598, 483, 818, 617]
- page-number: 4: [160, 70, 174, 94]
